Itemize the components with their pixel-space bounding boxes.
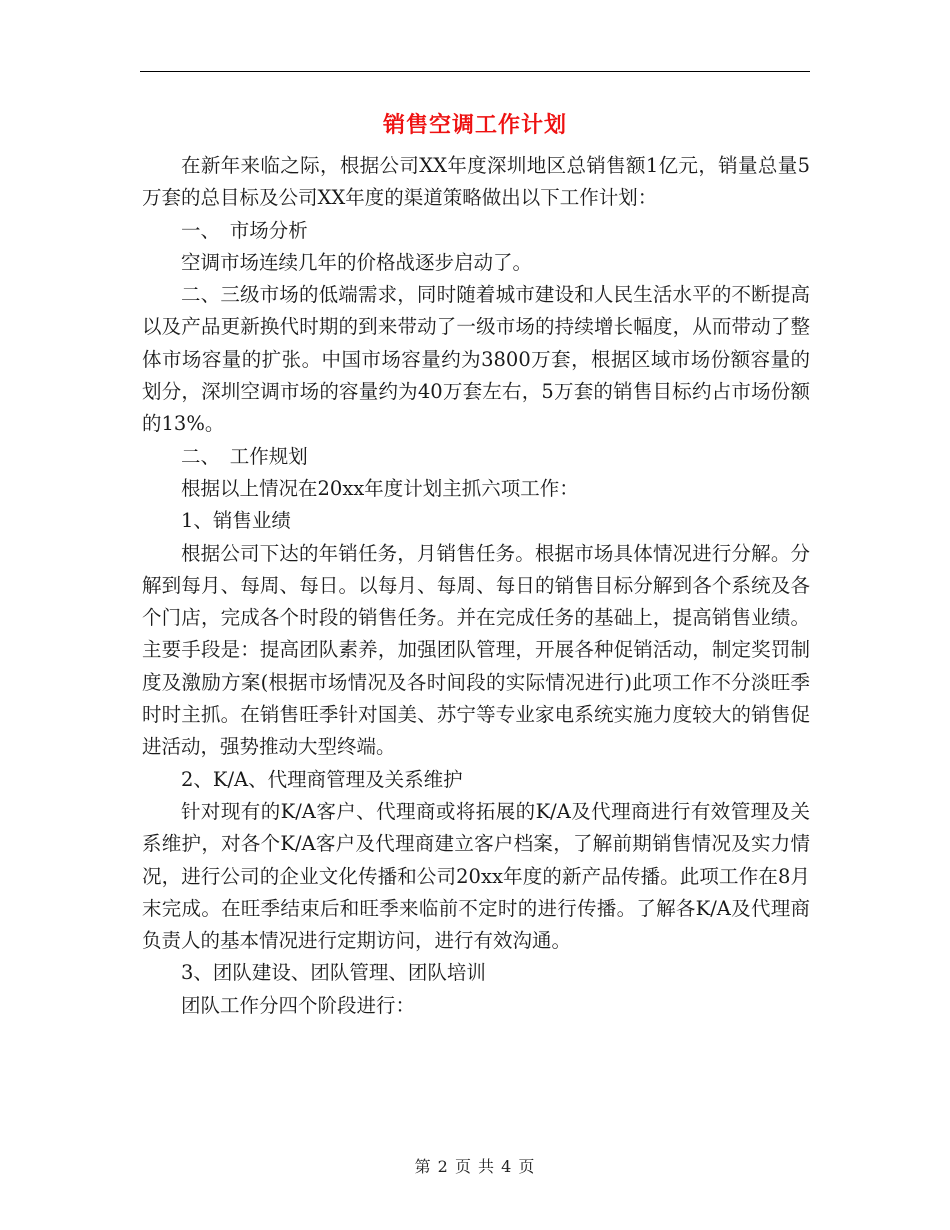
page-number-footer: 第 2 页 共 4 页: [414, 1157, 536, 1176]
paragraph-price-war: 空调市场连续几年的价格战逐步启动了。: [181, 250, 533, 274]
document-title: 销售空调工作计划: [382, 112, 567, 138]
heading-sales-performance: 1、销售业绩: [181, 509, 291, 533]
paragraph-ka-agent-management: 针对现有的K/A客户、代理商或将拓展的K/A及代理商进行有效管理及关系维护，对各个K/A客户及代理商建立客户档案，了解前期销售情况及实力情况，进行公司的企业文化传播和公司20xx年度的新产品传播。此项工作在8月末完成。在旺季结束后和旺季来临前不定时的进行传播。了解各K/A及代理商负责人的基本情况进行定期访问，进行有效沟通。: [142, 799, 810, 953]
heading-ka-agent-management: 2、K/A、代理商管理及关系维护: [181, 767, 463, 791]
heading-market-analysis: 一、 市场分析: [181, 218, 308, 242]
heading-work-plan: 二、 工作规划: [181, 444, 308, 468]
header-rule: [140, 71, 810, 72]
paragraph-six-tasks: 根据以上情况在20xx年度计划主抓六项工作：: [181, 476, 579, 500]
paragraph-team-stages: 团队工作分四个阶段进行：: [181, 993, 416, 1017]
document-body: [142, 150, 810, 1022]
heading-team-building: 3、团队建设、团队管理、团队培训: [181, 961, 486, 985]
paragraph-market-demand: 二、三级市场的低端需求，同时随着城市建设和人民生活水平的不断提高以及产品更新换代时期的到来带动了一级市场的持续增长幅度，从而带动了整体市场容量的扩张。中国市场容量约为3800万套，根据区域市场份额容量的划分，深圳空调市场的容量约为40万套左右，5万套的销售目标约占市场份额的13%。: [142, 283, 810, 436]
paragraph-intro: 在新年来临之际，根据公司XX年度深圳地区总销售额1亿元，销量总量5万套的总目标及公司XX年度的渠道策略做出以下工作计划：: [142, 154, 810, 210]
paragraph-sales-performance: 根据公司下达的年销任务，月销售任务。根据市场具体情况进行分解。分解到每月、每周、每日。以每月、每周、每日的销售目标分解到各个系统及各个门店，完成各个时段的销售任务。并在完成任务的基础上，提高销售业绩。主要手段是：提高团队素养，加强团队管理，开展各种促销活动，制定奖罚制度及激励方案(根据市场情况及各时间段的实际情况进行)此项工作不分淡旺季时时主抓。在销售旺季针对国美、苏宁等专业家电系统实施力度较大的销售促进活动，强势推动大型终端。: [142, 541, 810, 759]
